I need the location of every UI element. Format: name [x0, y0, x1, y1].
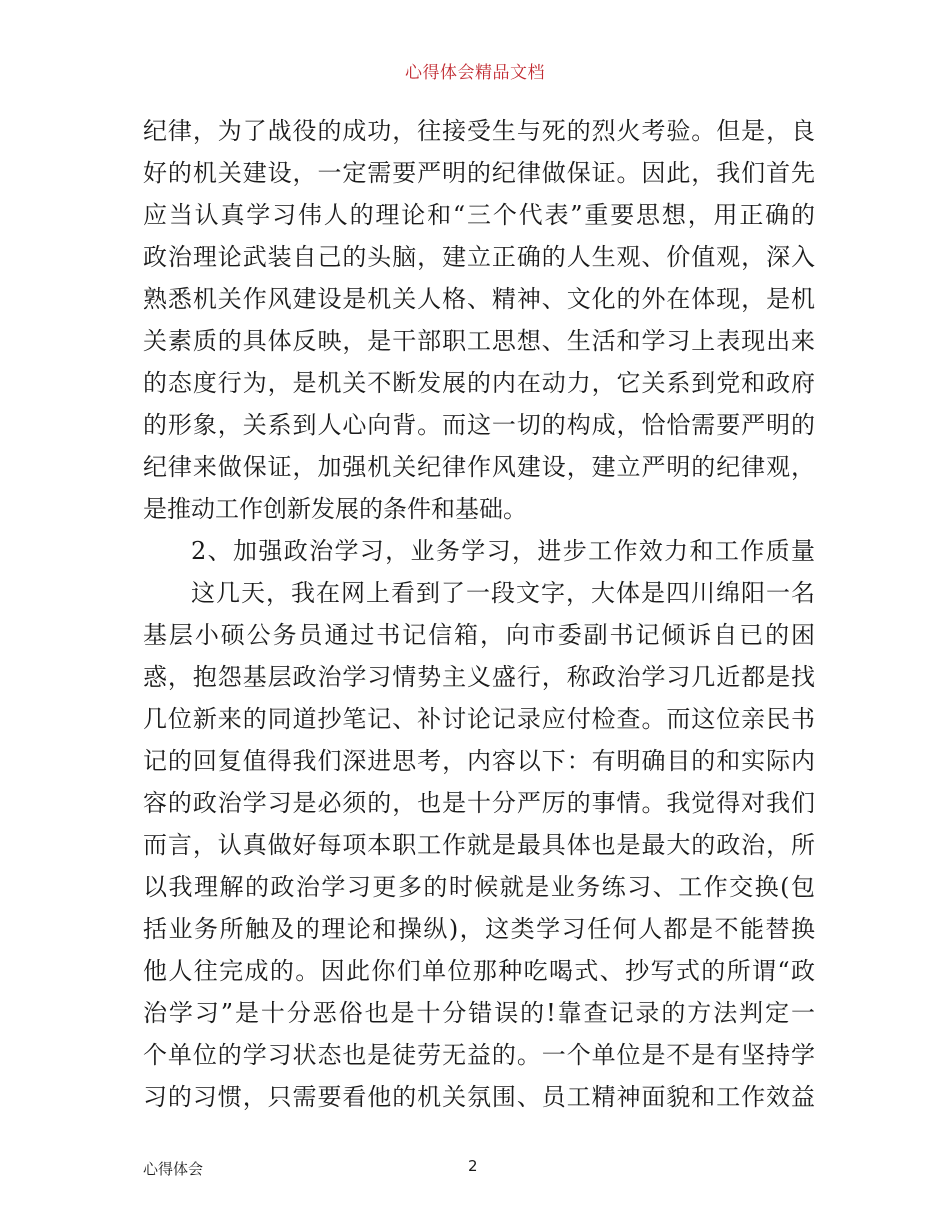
text-line: 纪律来做保证，加强机关纪律作风建设，建立严明的纪律观，: [143, 453, 815, 481]
text-line: 基层小硕公务员通过书记信箱，向市委副书记倾诉自已的困: [143, 621, 815, 649]
text-line: 政治理论武装自己的头脑，建立正确的人生观、价值观，深入: [143, 243, 815, 271]
text-line: 记的回复值得我们深进思考，内容以下：有明确目的和实际内: [143, 747, 815, 775]
text-line: 纪律，为了战役的成功，往接受生与死的烈火考验。但是，良: [143, 117, 815, 145]
text-line: 这几天，我在网上看到了一段文字，大体是四川绵阳一名: [191, 579, 815, 607]
document-body: [143, 110, 815, 1118]
text-line: 习的习惯，只需要看他的机关氛围、员工精神面貌和工作效益: [143, 1083, 815, 1111]
text-line: 括业务所触及的理论和操纵)，这类学习任何人都是不能替换: [143, 915, 815, 943]
text-line: 应当认真学习伟人的理论和“三个代表”重要思想，用正确的: [143, 201, 815, 229]
text-line: 容的政治学习是必须的，也是十分严厉的事情。我觉得对我们: [143, 789, 815, 817]
page-header-title: 心得体会精品文档: [405, 63, 545, 83]
text-line: 熟悉机关作风建设是机关人格、精神、文化的外在体现，是机: [143, 285, 815, 313]
footer-label: 心得体会: [143, 1160, 204, 1178]
text-line: 惑，抱怨基层政治学习情势主义盛行，称政治学习几近都是找: [143, 663, 815, 691]
text-line: 关素质的具体反映，是干部职工思想、生活和学习上表现出来: [143, 327, 815, 355]
text-line: 的形象，关系到人心向背。而这一切的构成，恰恰需要严明的: [143, 411, 815, 439]
text-line: 几位新来的同道抄笔记、补讨论记录应付检查。而这位亲民书: [143, 705, 815, 733]
text-line: 是推动工作创新发展的条件和基础。: [143, 495, 527, 523]
text-line: 治学习”是十分恶俗也是十分错误的!靠查记录的方法判定一: [143, 999, 815, 1027]
page-number: 2: [468, 1157, 478, 1175]
text-line: 而言，认真做好每项本职工作就是最具体也是最大的政治，所: [143, 831, 815, 859]
section-heading: 2、加强政治学习，业务学习，进步工作效力和工作质量: [191, 537, 815, 565]
text-line: 他人往完成的。因此你们单位那种吃喝式、抄写式的所谓“政: [143, 957, 815, 985]
text-line: 好的机关建设，一定需要严明的纪律做保证。因此，我们首先: [143, 159, 815, 187]
text-line: 以我理解的政治学习更多的时候就是业务练习、工作交换(包: [143, 873, 815, 901]
text-line: 个单位的学习状态也是徒劳无益的。一个单位是不是有坚持学: [143, 1041, 815, 1069]
text-line: 的态度行为，是机关不断发展的内在动力，它关系到党和政府: [143, 369, 815, 397]
